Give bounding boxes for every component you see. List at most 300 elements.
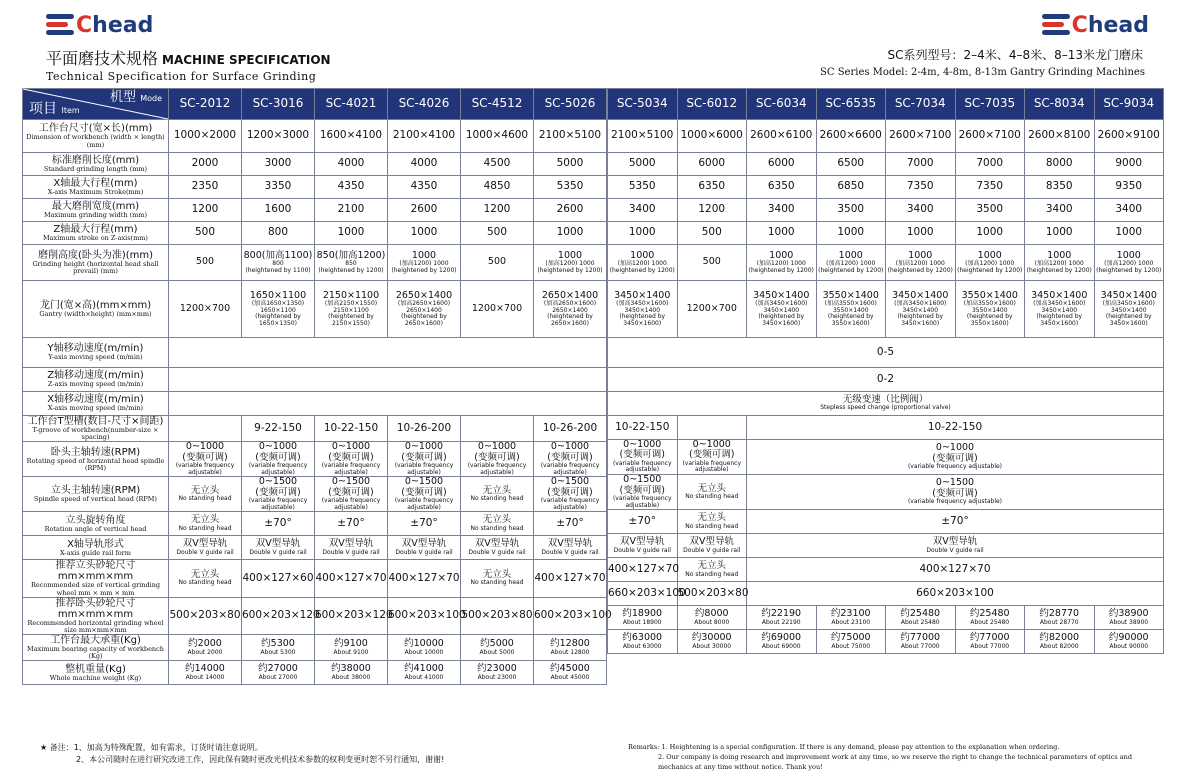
row-label: [23, 245, 169, 281]
row-label-en: Rotating speed of horizontal head spindle (RPM): [26, 456, 165, 472]
spec-sub: About 63000: [622, 642, 662, 650]
spec-cell: [677, 281, 747, 338]
spec-sub: (变频可调): [619, 449, 665, 461]
spec-sub: (加高1650×1350) 1650×1100: [251, 300, 305, 314]
spec-cell: [955, 630, 1025, 654]
spec-main: 0~1000: [550, 441, 590, 453]
spec-note: (heightened by 3450×1600): [758, 313, 805, 327]
spec-table-right: [607, 88, 1164, 654]
spec-cell: 1000: [1025, 222, 1095, 245]
spec-main: 无立头: [482, 484, 512, 496]
spec-cell: [534, 661, 607, 685]
notes-cn: [40, 742, 444, 765]
spec-cell: 10-22-150: [608, 416, 678, 440]
spec-cell: [886, 630, 956, 654]
spec-main: 约30000: [691, 632, 732, 644]
spec-cell: [169, 560, 242, 597]
spec-cell: [608, 606, 678, 630]
spec-main: 800(加高1100): [243, 249, 313, 261]
spec-cell: 1000: [747, 222, 817, 245]
spec-cell: 500×203×80: [461, 597, 534, 634]
spec-cell: [169, 634, 242, 660]
spec-sub: No standing head: [178, 579, 232, 587]
spec-cell: 3400: [1094, 199, 1164, 222]
spec-cell: [747, 630, 817, 654]
spec-cell: 2100×4100: [388, 120, 461, 153]
spec-main: 约10000: [404, 638, 444, 650]
spec-sub: No standing head: [685, 522, 739, 530]
row-label-cn: 最大磨削宽度(mm): [51, 200, 140, 212]
spec-cell: 1000: [816, 222, 886, 245]
spec-note: (heightened by 3450×1600): [619, 313, 666, 327]
table-corner-header: 机型 Mode 项目 Item: [23, 89, 169, 120]
spec-note: (variable frequency adjustable): [907, 463, 1003, 471]
spec-cell: [169, 368, 607, 392]
spec-cell: [747, 534, 1164, 558]
spec-main: 3550×1400: [822, 289, 879, 301]
spec-cell: [886, 245, 956, 281]
spec-cell: [388, 536, 461, 560]
spec-main: 约69000: [761, 632, 802, 644]
spec-note: (variable frequency adjustable): [394, 497, 454, 511]
spec-main: 约41000: [404, 663, 444, 675]
spec-main: 0~1500: [331, 476, 371, 488]
spec-main: 1200×700: [686, 302, 737, 314]
spec-sub: Double V guide rail: [926, 546, 984, 554]
spec-sub: About 75000: [831, 642, 871, 650]
spec-cell: 8350: [1025, 176, 1095, 199]
spec-note: (heightened by 1200): [818, 266, 884, 274]
spec-cell: 1200: [461, 199, 534, 222]
spec-note: (variable frequency adjustable): [248, 462, 308, 476]
spec-cell: 7350: [886, 176, 956, 199]
spec-main: 1000: [838, 249, 863, 261]
row-label-en: X-axis moving speed (m/min): [47, 404, 144, 413]
spec-cell: 7000: [886, 153, 956, 176]
spec-sub: (加高1200) 1000: [1034, 260, 1084, 268]
row-label: [23, 176, 169, 199]
spec-cell: [677, 416, 747, 440]
row-label: [23, 512, 169, 536]
spec-sub: About 5000: [479, 648, 515, 656]
spec-cell: [886, 606, 956, 630]
spec-main: 0~1500: [404, 476, 444, 488]
spec-sub: (加高3450×1600) 3450×1400: [755, 300, 808, 314]
table-row: [23, 199, 607, 222]
spec-cell: [608, 630, 678, 654]
spec-cell: [242, 477, 315, 512]
model-header: SC-7034: [886, 89, 956, 120]
row-label-cn: Z轴移动速度(m/min): [47, 370, 144, 382]
row-label-en: Rotation angle of vertical head: [44, 524, 147, 533]
spec-main: 双V型导轨: [689, 536, 734, 548]
spec-sub: (变频可调): [182, 451, 228, 463]
table-row: [23, 442, 607, 477]
spec-cell: [242, 245, 315, 281]
row-label-en: Standard grinding length (mm): [43, 164, 148, 173]
logo-mark-icon: [1042, 12, 1076, 38]
spec-cell: 10-26-200: [388, 416, 461, 442]
spec-cell: [315, 281, 388, 338]
spec-cell: 400×127×60: [242, 560, 315, 597]
spec-main: 约77000: [969, 632, 1010, 644]
spec-cell: [816, 245, 886, 281]
spec-cell: 500×203×80: [169, 597, 242, 634]
spec-sub: (变频可调): [932, 487, 978, 499]
model-header: SC-6034: [747, 89, 817, 120]
table-row: [608, 245, 1164, 281]
row-label-en: Grinding height (horizontal head shall prevail) (mm): [32, 259, 159, 275]
spec-sub: About 18900: [622, 618, 662, 626]
spec-cell: [169, 338, 607, 368]
spec-cell: [747, 281, 817, 338]
spec-sub: Double V guide rail: [322, 548, 380, 556]
spec-sub: About 38000: [331, 673, 371, 681]
spec-main: 约45000: [550, 663, 590, 675]
spec-cell: 0-5: [608, 338, 1164, 368]
spec-note: (variable frequency adjustable): [248, 497, 308, 511]
row-label: [23, 442, 169, 477]
row-label-cn: X轴最大行程(mm): [53, 177, 138, 189]
spec-cell: [1025, 606, 1095, 630]
spec-main: 无立头: [482, 569, 512, 581]
spec-main: 0~1000: [404, 441, 444, 453]
spec-cell: 6350: [677, 176, 747, 199]
spec-cell: 2350: [169, 176, 242, 199]
spec-sub: About 25480: [900, 618, 940, 626]
spec-cell: [169, 442, 242, 477]
spec-main: 约22190: [761, 608, 802, 620]
spec-main: 双V型导轨: [182, 538, 228, 550]
spec-main: 3450×1400: [1031, 289, 1088, 301]
spec-cell: [315, 245, 388, 281]
page-subtitle: Technical Specification for Surface Grinding: [46, 70, 317, 83]
spec-cell: 2600×7100: [955, 120, 1025, 153]
spec-main: 500: [195, 256, 215, 268]
table-row: [608, 222, 1164, 245]
row-label-en: Recommended size of vertical grinding wheel mm × mm × mm: [30, 581, 161, 597]
spec-main: 约77000: [900, 632, 941, 644]
model-header: SC-3016: [242, 89, 315, 120]
spec-main: 0~1000: [185, 441, 225, 453]
model-header: SC-4512: [461, 89, 534, 120]
spec-cell: [315, 634, 388, 660]
spec-sub: About 77000: [970, 642, 1010, 650]
spec-note: (variable frequency adjustable): [467, 462, 527, 476]
spec-cell: 600×203×100: [534, 597, 607, 634]
spec-cell: [461, 281, 534, 338]
spec-cell: [315, 661, 388, 685]
spec-cell: 1200: [677, 199, 747, 222]
table-row: [23, 245, 607, 281]
spec-cell: 600×203×100: [388, 597, 461, 634]
spec-sub: About 27000: [258, 673, 298, 681]
spec-sub: (加高1200) 1000: [826, 260, 876, 268]
spec-cell: [169, 477, 242, 512]
spec-sub: About 5300: [260, 648, 296, 656]
spec-cell: 5350: [534, 176, 607, 199]
spec-cell: [816, 281, 886, 338]
spec-cell: 3400: [747, 199, 817, 222]
spec-main: 0~1500: [935, 477, 975, 489]
spec-main: 无立头: [190, 514, 220, 526]
spec-cell: [461, 634, 534, 660]
row-label-cn: Z轴最大行程(mm): [53, 223, 138, 235]
spec-cell: 600×203×120: [242, 597, 315, 634]
spec-sub: Double V guide rail: [468, 548, 526, 556]
table-row: [608, 440, 1164, 475]
spec-cell: 3000: [242, 153, 315, 176]
spec-note: (heightened by 1200): [609, 266, 675, 274]
spec-main: 约75000: [830, 632, 871, 644]
spec-cell: 4000: [315, 153, 388, 176]
spec-sub: About 25480: [970, 618, 1010, 626]
spec-cell: 4350: [388, 176, 461, 199]
spec-cell: 9000: [1094, 153, 1164, 176]
spec-cell: ±70°: [747, 510, 1164, 534]
spec-main: 无立头: [697, 512, 726, 524]
spec-cell: 1000×6000: [677, 120, 747, 153]
spec-main: 1000: [1116, 249, 1141, 261]
spec-cell: ±70°: [242, 512, 315, 536]
spec-sub: Double V guide rail: [541, 548, 599, 556]
row-label: [23, 120, 169, 153]
spec-main: 约18900: [622, 608, 663, 620]
spec-cell: [608, 475, 678, 510]
spec-main: 约14000: [185, 663, 225, 675]
spec-note: (variable frequency adjustable): [612, 494, 672, 509]
spec-cell: 2100: [315, 199, 388, 222]
spec-sub: (加高3550×1600) 3550×1400: [963, 300, 1016, 314]
spec-sub: No standing head: [178, 495, 232, 503]
row-label-cn: 磨削高度(卧头为准)(mm): [37, 249, 154, 261]
table-row: [608, 199, 1164, 222]
spec-sub: About 45000: [550, 673, 590, 681]
spec-note: (heightened by 1200): [1096, 266, 1162, 274]
spec-cell: [1094, 630, 1164, 654]
table-row: [23, 281, 607, 338]
spec-sub: About 10000: [404, 648, 444, 656]
spec-cell: [242, 661, 315, 685]
spec-main: 3550×1400: [961, 289, 1018, 301]
row-label-cn: 整机重量(Kg): [65, 663, 126, 675]
spec-cell: 9-22-150: [242, 416, 315, 442]
spec-main: 约5300: [261, 638, 295, 650]
table-row: [23, 153, 607, 176]
spec-cell: 10-26-200: [534, 416, 607, 442]
spec-main: 无立头: [697, 482, 726, 494]
note-line: 2. Our company is doing research and improvement work at any time, so we reserve the right to change the technical parameters of optics and mechanics at any time without notice. Thank you!: [658, 752, 1133, 771]
spec-cell: [315, 536, 388, 560]
spec-sub: (变频可调): [547, 451, 593, 463]
row-label-cn: 工作台尺寸(宽×长)(mm): [38, 123, 153, 135]
spec-cell: [169, 392, 607, 416]
spec-note: (heightened by 3550×1600): [966, 313, 1013, 327]
table-row: [608, 153, 1164, 176]
row-label-cn: 推荐立头砂轮尺寸mm×mm×mm: [55, 560, 136, 583]
spec-sub: No standing head: [470, 579, 524, 587]
spec-cell: 3500: [816, 199, 886, 222]
table-row: [608, 606, 1164, 630]
table-row: [608, 475, 1164, 510]
table-row: [23, 512, 607, 536]
spec-cell: 4350: [315, 176, 388, 199]
spec-cell: 1000×2000: [169, 120, 242, 153]
page-title: 平面磨技术规格 MACHINE SPECIFICATION: [46, 49, 331, 68]
spec-cell: [461, 477, 534, 512]
spec-main: 约38000: [331, 663, 371, 675]
spec-sub: About 2000: [187, 648, 223, 656]
spec-cell: [608, 281, 678, 338]
spec-cell: 9350: [1094, 176, 1164, 199]
spec-sub: Double V guide rail: [249, 548, 307, 556]
spec-cell: 2000: [169, 153, 242, 176]
spec-cell: [1094, 606, 1164, 630]
spec-sub: (加高1200) 1000: [895, 260, 945, 268]
spec-cell: [242, 442, 315, 477]
spec-cell: 500: [461, 222, 534, 245]
spec-sub: About 69000: [761, 642, 801, 650]
row-label-cn: 立头主轴转速(RPM): [50, 485, 141, 497]
spec-cell: [534, 536, 607, 560]
row-label: [23, 477, 169, 512]
row-label-en: Dimension of workbench (width × length) (mm): [26, 133, 165, 149]
spec-cell: [747, 245, 817, 281]
table-row: [23, 597, 607, 634]
spec-note: (heightened by 3450×1600): [1036, 313, 1083, 327]
table-row: [608, 281, 1164, 338]
table-row: [608, 176, 1164, 199]
spec-sub: (加高1200) 1000: [965, 260, 1015, 268]
note-line: ★ 备注：1、加高为特殊配置，如有需求，订货时请注意说明。: [40, 743, 263, 752]
spec-main: 约8000: [694, 608, 729, 620]
spec-sub: About 30000: [692, 642, 732, 650]
spec-cell: 2100×5100: [608, 120, 678, 153]
spec-cell: [816, 606, 886, 630]
spec-main: 约12800: [550, 638, 590, 650]
spec-cell: [747, 606, 817, 630]
brand-logo-right: Chead: [1042, 12, 1149, 38]
spec-cell: 1000: [315, 222, 388, 245]
spec-cell: [677, 558, 747, 582]
series-title-en: SC Series Model: 2-4m, 4-8m, 8-13m Gantry Grinding Machines: [820, 67, 1145, 78]
table-row: [608, 120, 1164, 153]
spec-cell: [1025, 245, 1095, 281]
spec-main: 双V型导轨: [328, 538, 374, 550]
spec-cell: [461, 560, 534, 597]
spec-cell: [534, 281, 607, 338]
spec-cell: 1000: [534, 222, 607, 245]
spec-cell: 400×127×70: [388, 560, 461, 597]
spec-cell: 600×203×120: [315, 597, 388, 634]
spec-main: 约27000: [258, 663, 298, 675]
spec-sub: No standing head: [470, 495, 524, 503]
spec-cell: [534, 245, 607, 281]
row-label-cn: 标准磨削长度(mm): [51, 154, 140, 166]
row-label-en: X-axis guide rail form: [60, 548, 131, 557]
spec-main: 500: [702, 256, 721, 268]
spec-main: 1000: [557, 249, 583, 261]
spec-cell: 2600×9100: [1094, 120, 1164, 153]
row-label: [23, 153, 169, 176]
spec-sub: (变频可调): [401, 451, 447, 463]
spec-note: (variable frequency adjustable): [540, 462, 600, 476]
spec-note: (heightened by 3450×1600): [1105, 313, 1152, 327]
spec-note: (variable frequency adjustable): [612, 459, 672, 474]
spec-cell: 2600: [534, 199, 607, 222]
spec-main: 约25480: [969, 608, 1010, 620]
spec-cell: [886, 281, 956, 338]
spec-cell: 0-2: [608, 368, 1164, 392]
spec-main: 约63000: [622, 632, 663, 644]
table-row: [608, 558, 1164, 582]
table-row: [608, 510, 1164, 534]
spec-cell: [534, 634, 607, 660]
row-label: [23, 597, 169, 634]
spec-note: (heightened by 3550×1600): [827, 313, 874, 327]
spec-cell: 6850: [816, 176, 886, 199]
spec-cell: 800: [242, 222, 315, 245]
spec-main: 0~1000: [935, 442, 975, 454]
table-row: [608, 582, 1164, 606]
spec-cell: 5000: [608, 153, 678, 176]
spec-sub: (加高2650×1600) 2650×1400: [397, 300, 451, 314]
spec-note: (heightened by 1100): [245, 266, 311, 274]
spec-cell: 2600×6600: [816, 120, 886, 153]
spec-cell: 3500: [955, 199, 1025, 222]
spec-sub: About 41000: [404, 673, 444, 681]
row-label-cn: X轴移动速度(m/min): [47, 394, 144, 406]
spec-cell: [315, 477, 388, 512]
spec-cell: [242, 536, 315, 560]
spec-sub: (变频可调): [932, 452, 978, 464]
spec-cell: ±70°: [388, 512, 461, 536]
spec-cell: [608, 245, 678, 281]
spec-main: 无立头: [190, 569, 220, 581]
row-label: [23, 199, 169, 222]
model-header: SC-5034: [608, 89, 678, 120]
spec-main: 无级变速（比例阀）: [842, 393, 929, 405]
spec-note: (heightened by 1200): [1026, 266, 1092, 274]
spec-cell: 1600×4100: [315, 120, 388, 153]
row-label-en: Maximum bearing capacity of workbench (Kg): [27, 644, 164, 661]
spec-cell: [677, 534, 747, 558]
table-row: [23, 176, 607, 199]
spec-sub: No standing head: [178, 524, 232, 532]
model-header: SC-7035: [955, 89, 1025, 120]
spec-cell: [461, 536, 534, 560]
spec-main: 双V型导轨: [547, 538, 593, 550]
row-label: [23, 661, 169, 685]
spec-cell: 1000: [388, 222, 461, 245]
spec-main: 0~1000: [623, 439, 662, 450]
spec-cell: [388, 442, 461, 477]
spec-main: 1200×700: [471, 302, 523, 314]
spec-cell: [608, 534, 678, 558]
spec-cell: [534, 442, 607, 477]
spec-main: 1000: [630, 249, 655, 261]
spec-cell: 500: [169, 222, 242, 245]
spec-main: 0~1500: [623, 474, 662, 486]
table-row: [23, 338, 607, 368]
spec-cell: 7350: [955, 176, 1025, 199]
spec-cell: [169, 536, 242, 560]
spec-main: 双V型导轨: [474, 538, 520, 550]
spec-cell: 400×127×70: [608, 558, 678, 582]
spec-note: (variable frequency adjustable): [540, 497, 600, 511]
spec-sub: (变频可调): [328, 451, 374, 463]
spec-cell: [461, 416, 534, 442]
